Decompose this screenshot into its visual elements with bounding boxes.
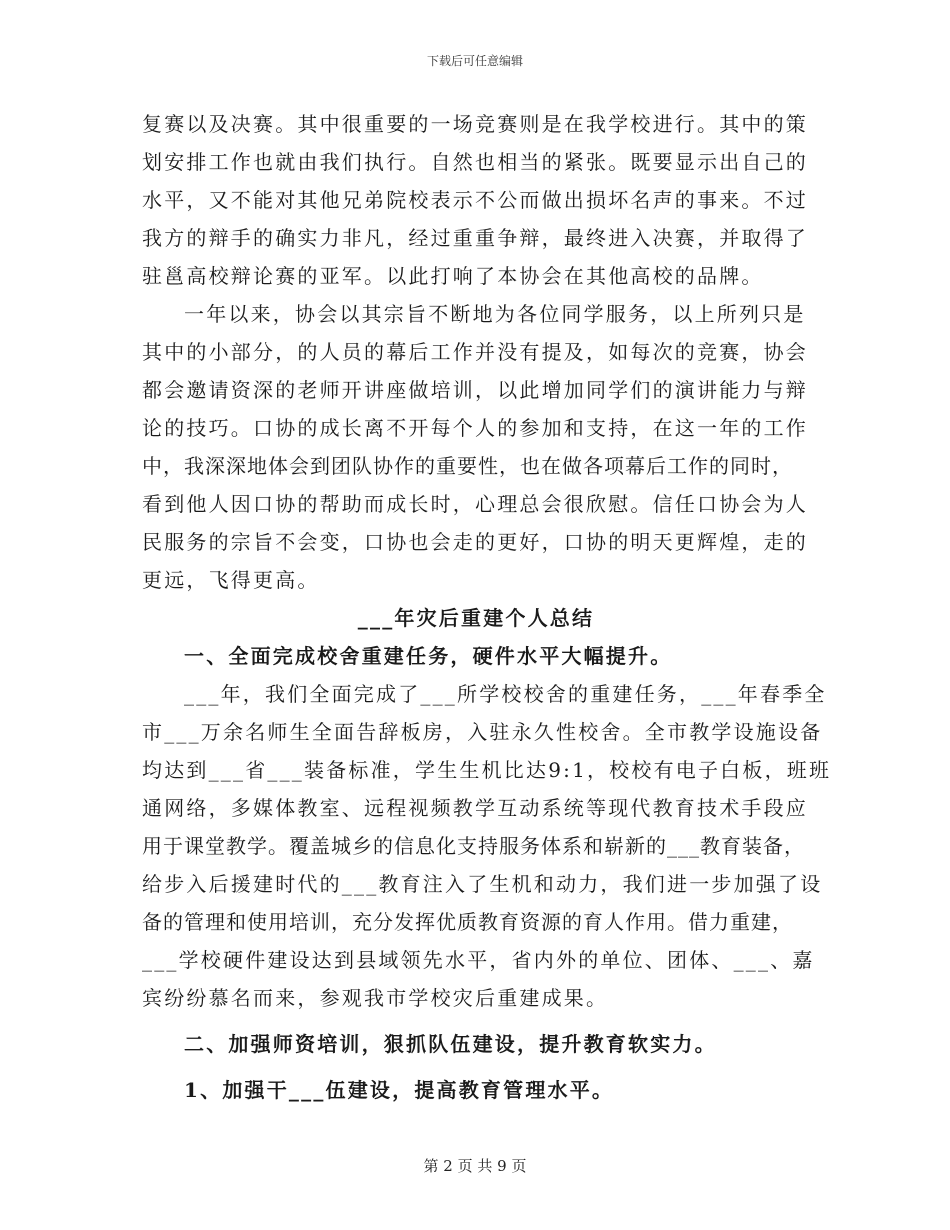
section-heading: 二、加强师资培训，狠抓队伍建设，提升教育软实力。	[184, 1032, 717, 1056]
paragraph-line: 论的技巧。口协的成长离不开每个人的参加和支持，在这一年的工作	[142, 416, 808, 440]
paragraph-line: 宾纷纷慕名而来，参观我市学校灾后重建成果。	[142, 986, 609, 1010]
paragraph-line: ___年，我们全面完成了___所学校校舍的重建任务，___年春季全	[184, 682, 827, 706]
paragraph-line: 复赛以及决赛。其中很重要的一场竞赛则是在我学校进行。其中的策	[142, 112, 808, 136]
document-body	[142, 105, 832, 1109]
subsection-heading: 1、加强干___伍建设，提高教育管理水平。	[184, 1078, 615, 1102]
paragraph-line: 其中的小部分，的人员的幕后工作并没有提及，如每次的竞赛，协会	[142, 340, 808, 364]
section-title: ___年灾后重建个人总结	[357, 606, 595, 630]
paragraph-line: 一年以来，协会以其宗旨不断地为各位同学服务，以上所列只是	[184, 302, 806, 326]
paragraph-line: 划安排工作也就由我们执行。自然也相当的紧张。既要显示出自己的	[142, 150, 808, 174]
paragraph-line: 水平，又不能对其他兄弟院校表示不公而做出损坏名声的事来。不过	[142, 188, 808, 212]
paragraph-line: 更远，飞得更高。	[142, 568, 320, 592]
paragraph-line: 市___万余名师生全面告辞板房，入驻永久性校舍。全市教学设施设备	[142, 720, 823, 744]
paragraph-line: 都会邀请资深的老师开讲座做培训，以此增加同学们的演讲能力与辩	[142, 378, 808, 402]
paragraph-line: 备的管理和使用培训，充分发挥优质教育资源的育人作用。借力重建，	[142, 910, 793, 934]
section-heading: 一、全面完成校舍重建任务，硬件水平大幅提升。	[184, 644, 673, 668]
paragraph-line: 驻邕高校辩论赛的亚军。以此打响了本协会在其他高校的品牌。	[142, 264, 764, 288]
page-header: 下载后可任意编辑	[426, 54, 523, 68]
paragraph-line: 看到他人因口协的帮助而成长时，心理总会很欣慰。信任口协会为人	[142, 492, 808, 516]
paragraph-line: 通网络，多媒体教室、远程视频教学互动系统等现代教育技术手段应	[142, 796, 808, 820]
page-footer: 第 2 页 共 9 页	[423, 1157, 527, 1175]
paragraph-line: 我方的辩手的确实力非凡，经过重重争辩，最终进入决赛，并取得了	[142, 226, 808, 250]
paragraph-line: 民服务的宗旨不会变，口协也会走的更好，口协的明天更辉煌，走的	[142, 530, 808, 554]
paragraph-line: 均达到___省___装备标准，学生生机比达9:1，校校有电子白板，班班	[142, 758, 832, 782]
paragraph-line: 给步入后援建时代的___教育注入了生机和动力，我们进一步加强了设	[142, 872, 823, 896]
paragraph-line: 用于课堂教学。覆盖城乡的信息化支持服务体系和崭新的___教育装备，	[142, 834, 805, 858]
paragraph-line: 中，我深深地体会到团队协作的重要性，也在做各项幕后工作的同时，	[142, 454, 793, 478]
paragraph-line: ___学校硬件建设达到县域领先水平，省内外的单位、团体、___、嘉	[142, 948, 815, 972]
